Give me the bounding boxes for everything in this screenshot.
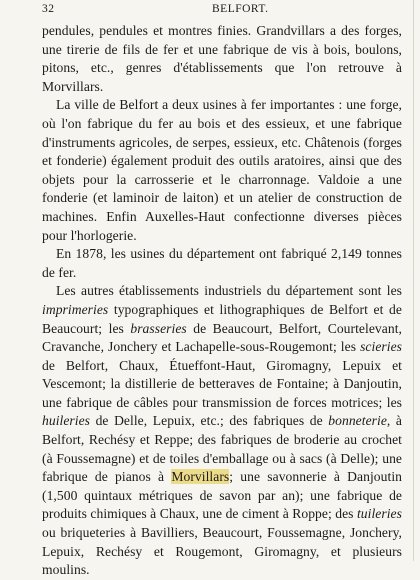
paragraph-4 xyxy=(42,282,402,580)
paragraph-3: En 1878, les usines du département ont fabriqué 2,149 tonnes de fer. xyxy=(42,246,402,280)
paragraph-2: La ville de Belfort a deux usines à fer importantes : une forge, où l'on fabrique du fer au bois et des essieux, et une fabrique d'instruments agricoles, de serpes, essieux, etc. Châtenois (forges et fonderie) également produit des outils aratoires, ainsi que des objets pour la carrosserie et le charronnage. Valdoie a une fonderie (et laminoir de laiton) et un atelier de construction de machines. Enfin Auxelles-Haut confectionne diverses pièces pour l'horlogerie. xyxy=(42,97,402,243)
body-text xyxy=(42,22,402,580)
emphasis-scieries: scieries xyxy=(360,339,402,355)
page-edge-divider xyxy=(413,0,414,561)
text-run: Les autres établissements industriels du département sont les xyxy=(56,283,402,299)
running-title: BELFORT. xyxy=(212,3,269,15)
text-run: de Beaucourt, Belfort, Courtelevant, Cravanche, Jonchery et Lachapelle-sous-Rougemont; les xyxy=(42,320,402,355)
text-run: ; une savonnerie à Danjoutin (1,500 quintaux métriques de savon par an); une fabrique de produits chimiques à Chaux, une de ciment à Roppe; des xyxy=(42,469,402,522)
text-run: de Belfort, Chaux, Étueffont-Haut, Giromagny, Lepuix et Vescemont; la distillerie de betteraves de Fontaine; à Danjoutin, une fabrique de câbles pour transmission de forces motrices; les xyxy=(42,357,402,410)
emphasis-tuileries: tuileries xyxy=(356,506,402,522)
text-run: de Delle, Lepuix, etc.; des fabriques de xyxy=(90,413,329,429)
highlighted-word: Morvillars xyxy=(171,469,230,485)
paragraph-1: pendules, pendules et montres finies. Grandvillars a des forges, une tirerie de fils de fer et une fabrique de vis à bois, boulons, pitons, etc., genres d'établissements que l'on retrouve à Morvillars. xyxy=(42,23,402,94)
text-run: typographiques et lithographiques de Belfort et de Beaucourt; les xyxy=(42,301,402,336)
text-run: ou briqueteries à Bavilliers, Beaucourt, Foussemagne, Jonchery, Lepuix, Rechésy et Rougemont, Giromagny, et plusieurs moulins. xyxy=(42,525,402,578)
text-run: , à Belfort, Rechésy et Reppe; des fabriques de broderie au crochet (à Foussemagne) et de toiles d'emballage ou à sacs (à Delle); une fabrique de pianos à xyxy=(42,413,403,485)
page-number: 32 xyxy=(42,3,55,15)
emphasis-brasseries: brasseries xyxy=(130,320,187,336)
emphasis-imprimeries: imprimeries xyxy=(42,301,109,317)
emphasis-huileries: huileries xyxy=(42,413,91,429)
emphasis-bonneterie: bonneterie xyxy=(328,413,387,429)
page-header xyxy=(42,3,402,21)
